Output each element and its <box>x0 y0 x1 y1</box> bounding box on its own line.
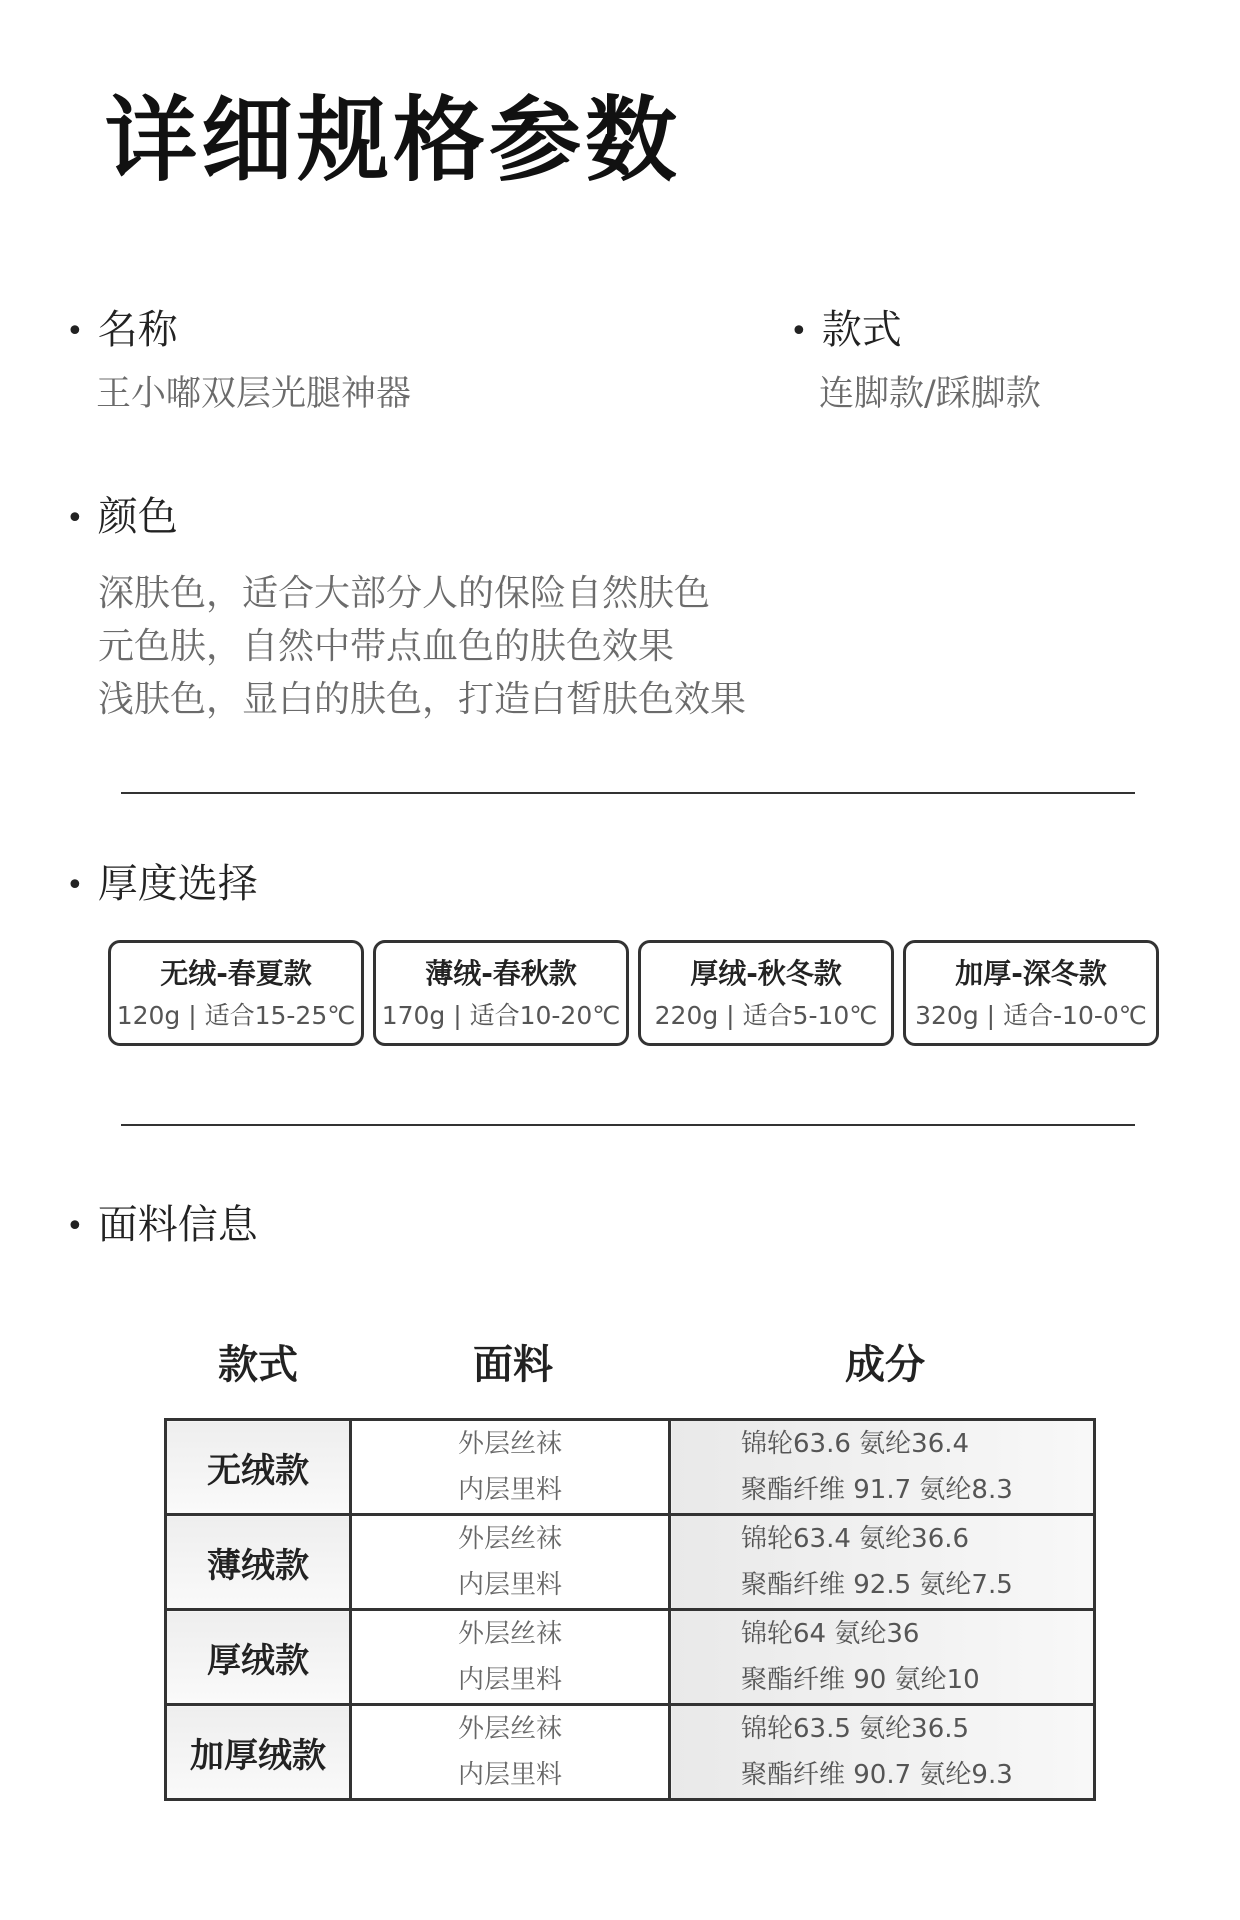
table-header-fabric: 面料 <box>473 1342 553 1388</box>
row-composition <box>670 1515 1095 1610</box>
row-model: 薄绒款 <box>166 1515 351 1610</box>
color-heading <box>66 494 178 540</box>
fabric-table <box>164 1418 1096 1801</box>
name-label: 名称 <box>97 307 178 353</box>
row-material <box>351 1610 670 1705</box>
thickness-label: 厚度选择 <box>97 861 258 907</box>
outer-layer: 外层丝袜 <box>457 1714 562 1744</box>
table-row <box>166 1610 1095 1705</box>
inner-layer: 内层里料 <box>457 1665 562 1695</box>
table-header-composition: 成分 <box>845 1342 925 1388</box>
inner-composition: 聚酯纤维 90 氨纶10 <box>741 1665 980 1695</box>
row-material <box>351 1705 670 1800</box>
row-material <box>351 1515 670 1610</box>
outer-composition: 锦轮64 氨纶36 <box>741 1619 920 1649</box>
outer-composition: 锦轮63.5 氨纶36.5 <box>741 1714 970 1744</box>
row-model: 加厚绒款 <box>166 1705 351 1800</box>
outer-layer: 外层丝袜 <box>457 1524 562 1554</box>
inner-composition: 聚酯纤维 92.5 氨纶7.5 <box>741 1570 1013 1600</box>
color-label: 颜色 <box>97 494 178 540</box>
outer-layer: 外层丝袜 <box>457 1429 562 1459</box>
table-row <box>166 1515 1095 1610</box>
bullet-icon: • <box>66 501 84 536</box>
bullet-icon: • <box>66 1209 84 1244</box>
fabric-label: 面料信息 <box>97 1202 258 1248</box>
table-row <box>166 1420 1095 1515</box>
name-heading <box>66 307 178 353</box>
option-name: 加厚-深冬款 <box>955 957 1107 990</box>
option-name: 厚绒-秋冬款 <box>690 957 842 990</box>
option-spec: 170g | 适合10-20℃ <box>381 1000 621 1030</box>
name-value: 王小嘟双层光腿神器 <box>96 374 412 414</box>
option-spec: 120g | 适合15-25℃ <box>116 1000 356 1030</box>
row-composition <box>670 1705 1095 1800</box>
thickness-option-card[interactable] <box>903 940 1159 1046</box>
row-model: 无绒款 <box>166 1420 351 1515</box>
row-model: 厚绒款 <box>166 1610 351 1705</box>
thickness-heading <box>66 861 258 907</box>
inner-composition: 聚酯纤维 90.7 氨纶9.3 <box>741 1760 1013 1790</box>
thickness-option-card[interactable] <box>373 940 629 1046</box>
option-spec: 320g | 适合-10-0℃ <box>915 1000 1147 1030</box>
inner-layer: 内层里料 <box>457 1760 562 1790</box>
divider <box>121 1124 1135 1126</box>
inner-layer: 内层里料 <box>457 1570 562 1600</box>
option-spec: 220g | 适合5-10℃ <box>654 1000 878 1030</box>
color-line: 深肤色，适合大部分人的保险自然肤色 <box>98 573 711 614</box>
option-name: 无绒-春夏款 <box>160 957 312 990</box>
bullet-icon: • <box>66 868 84 903</box>
inner-composition: 聚酯纤维 91.7 氨纶8.3 <box>741 1475 1013 1505</box>
thickness-option-card[interactable] <box>108 940 364 1046</box>
outer-composition: 锦轮63.4 氨纶36.6 <box>741 1524 970 1554</box>
thickness-option-card[interactable] <box>638 940 894 1046</box>
style-heading <box>790 307 902 353</box>
color-line: 浅肤色，显白的肤色，打造白皙肤色效果 <box>98 679 747 720</box>
style-label: 款式 <box>821 307 902 353</box>
inner-layer: 内层里料 <box>457 1475 562 1505</box>
table-row <box>166 1705 1095 1800</box>
option-name: 薄绒-春秋款 <box>425 957 577 990</box>
row-composition <box>670 1610 1095 1705</box>
style-value: 连脚款/踩脚款 <box>819 374 1041 414</box>
bullet-icon: • <box>790 314 808 349</box>
row-material <box>351 1420 670 1515</box>
row-composition <box>670 1420 1095 1515</box>
table-header-style: 款式 <box>218 1342 298 1388</box>
outer-composition: 锦轮63.6 氨纶36.4 <box>741 1429 970 1459</box>
color-description <box>98 567 746 726</box>
outer-layer: 外层丝袜 <box>457 1619 562 1649</box>
divider <box>121 792 1135 794</box>
bullet-icon: • <box>66 314 84 349</box>
page-title: 详细规格参数 <box>105 87 682 194</box>
color-line: 元色肤，自然中带点血色的肤色效果 <box>98 626 675 667</box>
fabric-heading <box>66 1202 258 1248</box>
